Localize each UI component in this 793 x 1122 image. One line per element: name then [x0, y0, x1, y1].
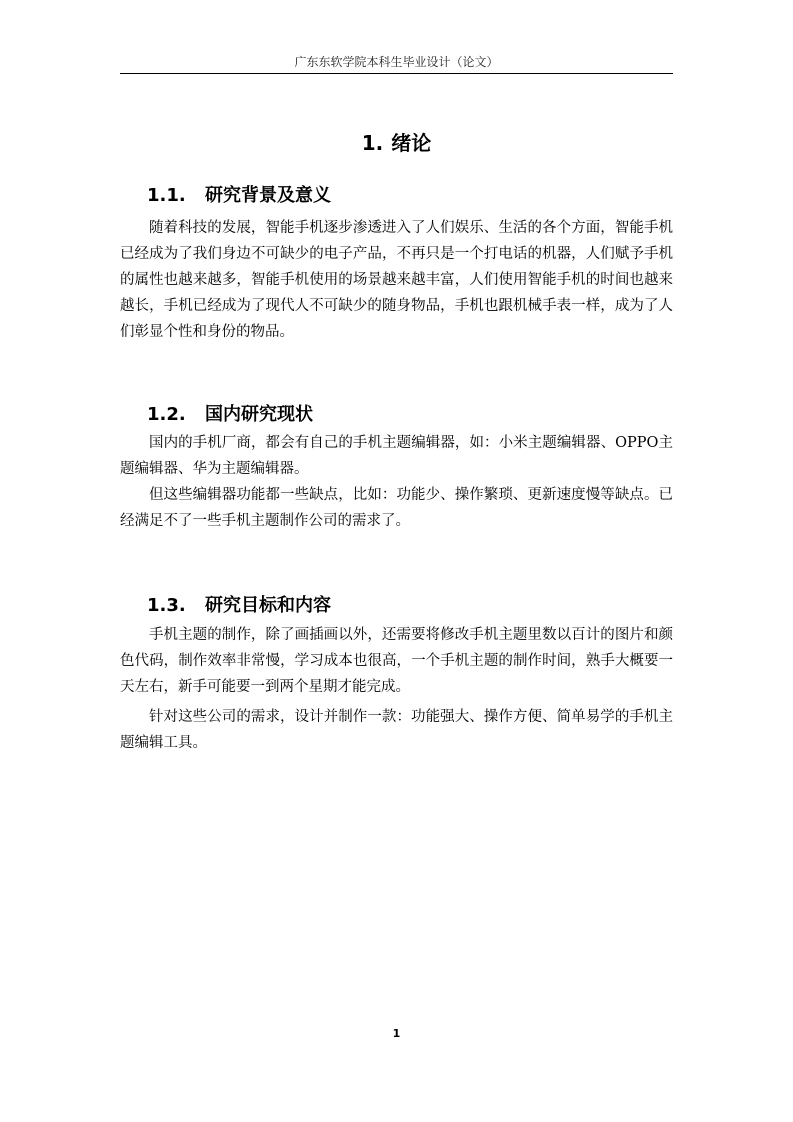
paragraph-1-2-a: 国内的手机厂商，都会有自己的手机主题编辑器，如：小米主题编辑器、OPPO主题编辑器、华为主题编辑器。 — [120, 435, 673, 477]
section-title: 国内研究现状 — [205, 404, 313, 425]
paragraph-1-3-a: 手机主题的制作，除了画插画以外，还需要将修改手机主题里数以百计的图片和颜色代码，制作效率非常慢，学习成本也很高，一个手机主题的制作时间，熟手大概要一天左右，新手可能要一到两个星期才能完成。 — [120, 627, 673, 695]
section-heading-1-1 — [147, 184, 331, 208]
section-title: 研究背景及意义 — [205, 185, 331, 206]
section-title: 研究目标和内容 — [205, 595, 331, 616]
paragraph-1-1-a: 随着科技的发展，智能手机逐步渗透进入了人们娱乐、生活的各个方面，智能手机已经成为了我们身边不可缺少的电子产品，不再只是一个打电话的机器，人们赋予手机的属性也越来越多，智能手机使用的场景越来越丰富，人们使用智能手机的时间也越来越长，手机已经成为了现代人不可缺少的随身物品，手机也跟机械手表一样，成为了人们彰显个性和身份的物品。 — [120, 220, 673, 340]
paragraph-1-2-b: 但这些编辑器功能都一些缺点，比如：功能少、操作繁琐、更新速度慢等缺点。已经满足不了一些手机主题制作公司的需求了。 — [120, 487, 673, 529]
paragraph-1-3-b: 针对这些公司的需求，设计并制作一款：功能强大、操作方便、简单易学的手机主题编辑工具。 — [120, 709, 673, 751]
page-header: 广东东软学院本科生毕业设计（论文） — [294, 55, 499, 69]
section-heading-1-2 — [147, 403, 313, 427]
page-number: 1 — [392, 1027, 401, 1040]
section-number: 1.1. — [147, 185, 186, 206]
section-number: 1.2. — [147, 404, 186, 425]
section-heading-1-3 — [147, 594, 331, 618]
chapter-title — [120, 130, 673, 156]
section-number: 1.3. — [147, 595, 186, 616]
chapter-number: 1. — [361, 131, 384, 155]
chapter-title-text: 绪论 — [391, 131, 432, 155]
header-rule — [120, 73, 673, 74]
